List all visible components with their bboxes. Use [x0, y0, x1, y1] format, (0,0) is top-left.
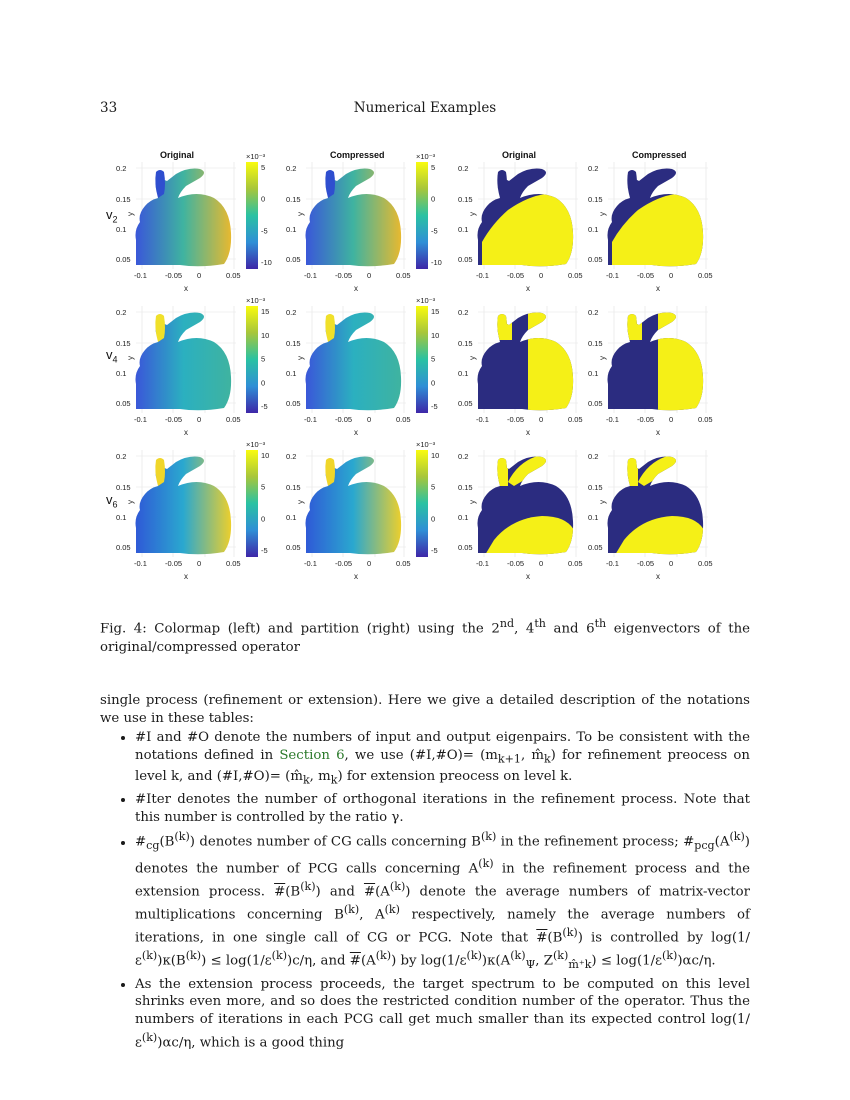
plot-svg [270, 436, 440, 581]
colorbar-tick-label: 5 [261, 354, 266, 364]
y-tick-label: 0.05 [588, 543, 603, 552]
colorbar-tick-label: 15 [431, 307, 440, 316]
y-tick-label: 0.1 [588, 369, 599, 378]
x-tick-label: 0 [197, 271, 202, 280]
x-tick-label: 0 [539, 271, 544, 280]
colorbar-tick-label: 5 [261, 482, 266, 492]
x-tick-label: 0 [367, 271, 372, 280]
x-tick-label: -0.1 [304, 271, 317, 280]
x-tick-label: 0.05 [396, 271, 411, 280]
y-tick-label: 0.2 [286, 164, 297, 173]
y-axis-label: y [468, 500, 477, 504]
y-tick-label: 0.15 [286, 339, 301, 348]
y-tick-label: 0.05 [458, 399, 473, 408]
x-tick-label: -0.1 [476, 271, 489, 280]
x-tick-label: 0.05 [568, 559, 583, 568]
row-label-v6: $v_6$ [106, 492, 118, 510]
bunny-plot [572, 292, 732, 437]
bunny-plot [270, 148, 442, 293]
colorbar-tick-label: 10 [261, 330, 270, 340]
x-tick-label: -0.05 [335, 271, 353, 280]
colorbar-tick-label: 5 [431, 163, 436, 172]
y-tick-label: 0.1 [116, 513, 127, 522]
y-tick-label: 0.05 [588, 399, 603, 408]
colorbar [246, 450, 258, 557]
bunny-partition [602, 162, 712, 272]
row-label-v4: $v_4$ [106, 347, 118, 365]
colorbar-tick-label: 5 [431, 482, 436, 492]
y-tick-label: 0.1 [458, 369, 469, 378]
body-text [100, 692, 750, 1054]
x-tick-label: -0.05 [637, 559, 655, 568]
y-tick-label: 0.15 [458, 195, 473, 204]
y-tick-label: 0.15 [588, 483, 603, 492]
colorbar-tick-label: 10 [431, 451, 440, 460]
y-tick-label: 0.15 [116, 483, 131, 492]
colorbar-tick-label: -5 [431, 546, 438, 555]
x-axis-label: x [526, 572, 530, 581]
x-tick-label: 0 [197, 415, 202, 424]
colorbar-tick-label: 0 [431, 378, 436, 388]
bunny-partition [472, 446, 582, 560]
colorbar-tick-label: -5 [261, 402, 268, 411]
bunny-ear [325, 170, 335, 198]
y-axis-label: y [598, 212, 607, 216]
bunny-colormap [136, 169, 232, 267]
y-tick-label: 0.15 [458, 339, 473, 348]
y-tick-label: 0.2 [458, 308, 469, 317]
x-tick-label: 0 [539, 415, 544, 424]
row-label-v2: $v_2$ [106, 207, 118, 225]
list-item: • $\#_{cg}(B^{(k)})$ denotes number of CG calls concerning $B^{(k)}$ in the refinement process; $\#_{pcg}(A^{(k)})$ denotes the number of PCG calls concerning $A^{(k)}$ in the refinement process and the extension process. $\#(B^{(k)})$ and $\#(A^{(k)})$ denote the average numbers of matrix-vector multiplications concerning $B^{(k)}$, $A^{(k)}$ respectively, namely the average numbers of iterations, in one single call of CG or PCG. Note that $\#(B^{(k)})$ is controlled by $\log(1/\varepsilon^{(k)})\kappa(B^{(k)}) \le \log(1/\varepsilon^{(k)})c/\eta$, and $\#(A^{(k)})$ by $\log(1/\varepsilon^{(k)})\kappa(A^{(k)}_\Psi$, $Z^{(k)}_{m̂^+k}) \le \log(1/\varepsilon^{(k)})\alpha c/\eta$. [135, 828, 750, 973]
x-axis-label: x [526, 284, 530, 293]
colorbar [416, 162, 428, 269]
x-axis-label: x [656, 428, 660, 437]
bunny-ear [155, 458, 165, 486]
colorbar-tick-label: 0 [261, 378, 266, 388]
x-tick-label: -0.05 [637, 271, 655, 280]
x-tick-label: 0 [669, 559, 674, 568]
x-tick-label: -0.1 [606, 271, 619, 280]
x-tick-label: -0.05 [165, 271, 183, 280]
column-title: Original [502, 150, 537, 160]
colorbar [246, 306, 258, 413]
colorbar [416, 306, 428, 413]
y-axis-label: y [468, 356, 477, 360]
y-tick-label: 0.15 [116, 339, 131, 348]
plot-svg [572, 148, 732, 293]
y-tick-label: 0.2 [458, 452, 469, 461]
y-axis-label: y [126, 212, 135, 216]
colorbar-tick-label: -5 [261, 546, 268, 555]
plot-svg [270, 292, 440, 437]
list-item: • As the extension process proceeds, the target spectrum to be computed on this level shrinks even more, and so does the restricted condition number of the operator. Thus the numbers of iterations in each PCG call get much smaller than its expected control $\log(1/\varepsilon^{(k)})\alpha c/\eta$, which is a good thing [135, 976, 750, 1052]
x-tick-label: -0.05 [507, 415, 525, 424]
column-title: Compressed [632, 150, 687, 160]
y-tick-label: 0.1 [458, 513, 469, 522]
x-axis-label: x [656, 284, 660, 293]
x-axis-label: x [184, 572, 188, 581]
bunny-ear [155, 314, 165, 342]
colorbar-tick-label: -10 [431, 258, 442, 267]
bunny-partition [472, 162, 582, 272]
bunny-figure [100, 148, 750, 588]
y-tick-label: 0.05 [458, 543, 473, 552]
section-title: Numerical Examples [353, 100, 497, 116]
x-tick-label: 0.05 [226, 271, 241, 280]
y-tick-label: 0.1 [116, 225, 127, 234]
y-tick-label: 0.15 [588, 339, 603, 348]
y-tick-label: 0.2 [588, 164, 599, 173]
y-tick-label: 0.05 [116, 399, 131, 408]
bunny-plot [270, 292, 440, 437]
x-axis-label: x [526, 428, 530, 437]
plot-svg [572, 292, 732, 437]
y-tick-label: 0.15 [458, 483, 473, 492]
y-axis-label: y [296, 212, 305, 216]
colorbar-tick-label: 0 [431, 514, 436, 524]
y-tick-label: 0.15 [286, 195, 301, 204]
page-number: 33 [100, 100, 118, 116]
bunny-plot [572, 436, 732, 581]
y-tick-label: 0.2 [286, 308, 297, 317]
x-tick-label: -0.1 [606, 559, 619, 568]
x-tick-label: -0.05 [507, 559, 525, 568]
y-axis-label: y [296, 356, 305, 360]
y-tick-label: 0.2 [116, 308, 127, 317]
bunny-colormap [306, 313, 402, 411]
x-tick-label: -0.05 [637, 415, 655, 424]
y-tick-label: 0.15 [588, 195, 603, 204]
x-axis-label: x [354, 284, 358, 293]
colorbar-tick-label: -10 [261, 258, 272, 267]
x-tick-label: -0.1 [476, 559, 489, 568]
y-axis-label: y [598, 500, 607, 504]
bunny-ear [325, 314, 335, 342]
plot-svg [100, 436, 270, 581]
x-tick-label: 0.05 [698, 415, 713, 424]
section-6-link[interactable]: Section 6 [279, 747, 345, 763]
bunny-plot [270, 436, 440, 581]
colorbar-tick-label: -5 [261, 226, 268, 236]
y-tick-label: 0.05 [588, 255, 603, 264]
bunny-colormap [306, 169, 402, 267]
x-tick-label: 0.05 [396, 559, 411, 568]
y-tick-label: 0.05 [286, 399, 301, 408]
colorbar-tick-label: -5 [431, 226, 438, 236]
x-tick-label: 0 [539, 559, 544, 568]
x-tick-label: 0.05 [568, 271, 583, 280]
x-axis-label: x [656, 572, 660, 581]
figure-caption: Fig. 4: Colormap (left) and partition (right) using the 2nd, 4th and 6th eigenvectors of the original/compressed operator [100, 617, 751, 656]
colorbar [416, 450, 428, 557]
bunny-colormap [306, 457, 402, 555]
bunny-partition [602, 446, 712, 560]
plot-svg [572, 436, 732, 581]
list-item: • #I and #O denote the numbers of input and output eigenpairs. To be consistent with the notations defined in Section 6, we use (#I,#O)= ($m_{k+1}$, $m̂_k$) for refinement preocess on level k, and (#I,#O)= ($m̂_k$, $m_k$) for extension preocess on level k. [135, 729, 750, 789]
y-tick-label: 0.2 [588, 452, 599, 461]
x-tick-label: 0.05 [698, 559, 713, 568]
y-tick-label: 0.05 [286, 543, 301, 552]
y-tick-label: 0.2 [458, 164, 469, 173]
bunny-partition [472, 302, 582, 416]
list-item: • #Iter denotes the number of orthogonal iterations in the refinement process. Note that this number is controlled by the ratio γ. [135, 791, 750, 826]
colorbar-tick-label: -5 [431, 402, 438, 411]
notation-list [100, 729, 750, 1051]
bunny-plot [100, 148, 272, 293]
bunny-plot [572, 148, 732, 293]
x-tick-label: 0.05 [396, 415, 411, 424]
bunny-plot [100, 436, 270, 581]
y-tick-label: 0.05 [116, 255, 131, 264]
x-axis-label: x [354, 572, 358, 581]
column-title: Compressed [330, 150, 385, 160]
x-tick-label: -0.1 [134, 271, 147, 280]
x-tick-label: -0.05 [335, 559, 353, 568]
x-tick-label: 0 [367, 415, 372, 424]
x-tick-label: -0.05 [165, 559, 183, 568]
y-axis-label: y [126, 500, 135, 504]
x-axis-label: x [354, 428, 358, 437]
x-tick-label: -0.1 [476, 415, 489, 424]
colorbar-tick-label: 5 [431, 354, 436, 364]
colorbar-tick-label: 0 [431, 194, 436, 204]
y-tick-label: 0.1 [286, 225, 297, 234]
y-tick-label: 0.1 [588, 513, 599, 522]
colorbar-tick-label: 0 [261, 514, 266, 524]
y-tick-label: 0.2 [116, 164, 127, 173]
colorbar-tick-label: 10 [431, 330, 440, 340]
colorbar-tick-label: 0 [261, 194, 266, 204]
y-tick-label: 0.1 [458, 225, 469, 234]
plot-svg [100, 292, 270, 437]
colorbar-exponent: ×10⁻³ [246, 152, 266, 161]
x-tick-label: -0.1 [304, 559, 317, 568]
plot-svg [270, 148, 442, 293]
colorbar-tick-label: 10 [261, 451, 270, 460]
x-tick-label: -0.05 [507, 271, 525, 280]
colorbar-exponent: ×10⁻³ [416, 296, 436, 305]
y-tick-label: 0.05 [286, 255, 301, 264]
x-tick-label: -0.05 [165, 415, 183, 424]
x-tick-label: 0.05 [226, 559, 241, 568]
colorbar-exponent: ×10⁻³ [246, 296, 266, 305]
x-tick-label: 0.05 [568, 415, 583, 424]
colorbar-exponent: ×10⁻³ [416, 152, 436, 161]
y-tick-label: 0.2 [588, 308, 599, 317]
y-tick-label: 0.1 [116, 369, 127, 378]
x-axis-label: x [184, 428, 188, 437]
x-tick-label: -0.1 [134, 559, 147, 568]
x-tick-label: -0.1 [304, 415, 317, 424]
page-header [100, 100, 750, 118]
y-tick-label: 0.05 [458, 255, 473, 264]
bunny-ear [155, 170, 165, 198]
x-tick-label: 0.05 [698, 271, 713, 280]
x-tick-label: -0.1 [606, 415, 619, 424]
x-axis-label: x [184, 284, 188, 293]
y-axis-label: y [126, 356, 135, 360]
intro-paragraph: single process (refinement or extension). Here we give a detailed description of the notations we use in these tables: [100, 693, 750, 726]
bunny-plot [100, 292, 270, 437]
colorbar-tick-label: 15 [261, 307, 270, 316]
x-tick-label: 0 [669, 415, 674, 424]
bunny-colormap [136, 313, 232, 411]
y-tick-label: 0.15 [116, 195, 131, 204]
bunny-partition [602, 302, 712, 416]
y-tick-label: 0.1 [286, 369, 297, 378]
y-axis-label: y [296, 500, 305, 504]
colorbar-exponent: ×10⁻³ [416, 440, 436, 449]
bunny-ear [325, 458, 335, 486]
x-tick-label: 0 [669, 271, 674, 280]
y-tick-label: 0.05 [116, 543, 131, 552]
y-tick-label: 0.15 [286, 483, 301, 492]
bunny-colormap [136, 457, 232, 555]
y-axis-label: y [468, 212, 477, 216]
y-tick-label: 0.1 [286, 513, 297, 522]
y-tick-label: 0.2 [116, 452, 127, 461]
y-tick-label: 0.1 [588, 225, 599, 234]
colorbar-tick-label: 5 [261, 163, 266, 172]
column-title: Original [160, 150, 195, 160]
y-axis-label: y [598, 356, 607, 360]
colorbar-exponent: ×10⁻³ [246, 440, 266, 449]
x-tick-label: 0 [197, 559, 202, 568]
x-tick-label: 0.05 [226, 415, 241, 424]
x-tick-label: -0.05 [335, 415, 353, 424]
y-tick-label: 0.2 [286, 452, 297, 461]
x-tick-label: -0.1 [134, 415, 147, 424]
x-tick-label: 0 [367, 559, 372, 568]
colorbar [246, 162, 258, 269]
plot-svg [100, 148, 272, 293]
